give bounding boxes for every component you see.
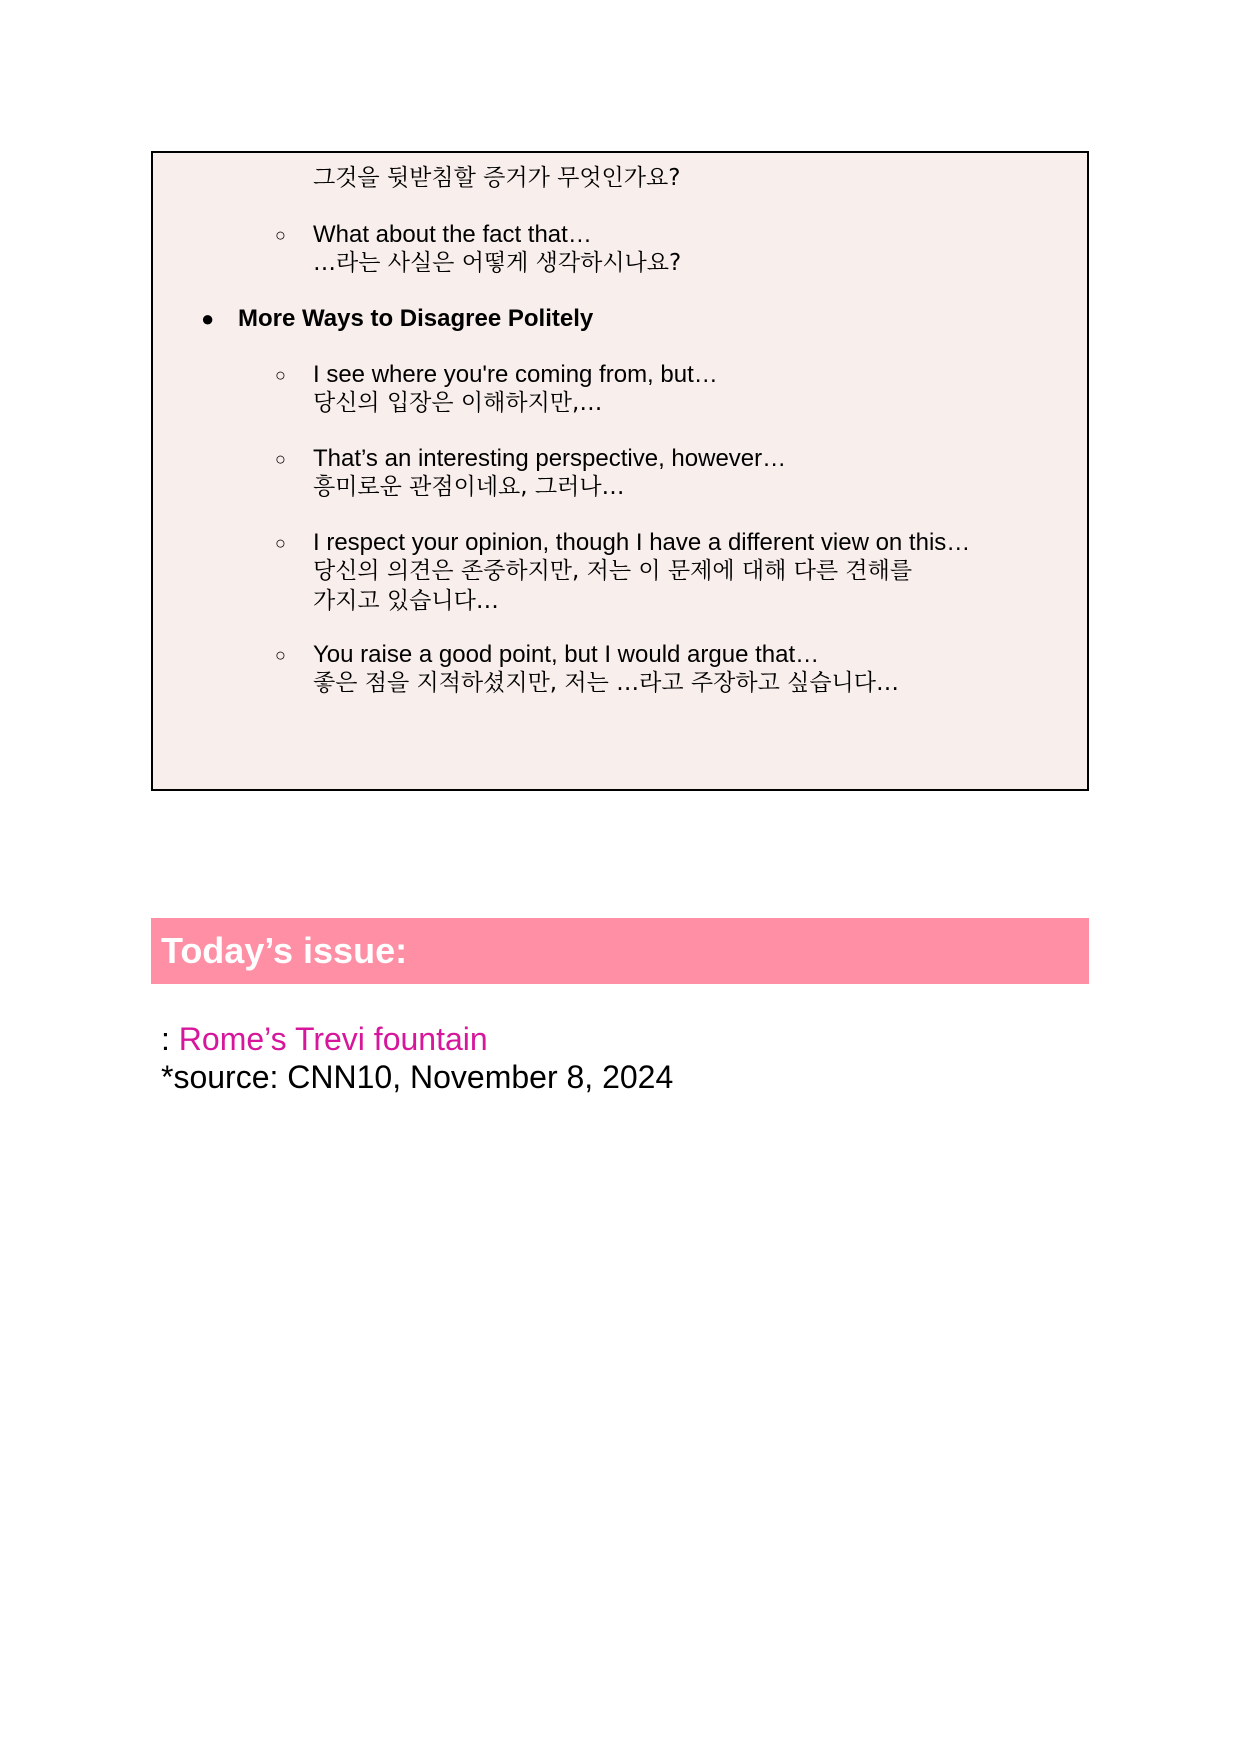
phrase-korean: 당신의 입장은 이해하지만,…	[313, 390, 603, 416]
bullet-dot-icon: ●	[201, 306, 215, 331]
bullet-circle-icon: ○	[275, 449, 286, 469]
topic-prefix: :	[161, 1021, 179, 1057]
phrase-korean: …라는 사실은 어떻게 생각하시나요?	[313, 250, 682, 276]
evidence-question-korean: 그것을 뒷받침할 증거가 무엇인가요?	[313, 165, 681, 191]
phrase-english: What about the fact that…	[313, 221, 592, 248]
phrase-english: I see where you're coming from, but…	[313, 361, 718, 388]
phrase-korean: 좋은 점을 지적하셨지만, 저는 …라고 주장하고 싶습니다…	[313, 670, 899, 696]
phrase-english: That’s an interesting perspective, however…	[313, 445, 787, 472]
issue-title: Today’s issue:	[161, 930, 408, 971]
issue-header-bar	[151, 918, 1089, 984]
phrase-korean: 당신의 의견은 존중하지만, 저는 이 문제에 대해 다른 견해를	[313, 558, 913, 584]
source-credit: *source: CNN10, November 8, 2024	[161, 1059, 674, 1095]
phrase-english: You raise a good point, but I would argue that…	[313, 641, 820, 668]
topic-line	[161, 1020, 488, 1058]
bullet-circle-icon: ○	[275, 533, 286, 553]
phrase-box	[151, 151, 1089, 791]
bullet-circle-icon: ○	[275, 365, 286, 385]
phrase-korean: 흥미로운 관점이네요, 그러나…	[313, 474, 625, 500]
phrase-english: I respect your opinion, though I have a different view on this…	[313, 529, 971, 556]
topic-link[interactable]: Rome’s Trevi fountain	[178, 1021, 488, 1057]
phrase-korean-continued: 가지고 있습니다…	[313, 588, 499, 614]
bullet-circle-icon: ○	[275, 645, 286, 665]
bullet-circle-icon: ○	[275, 225, 286, 245]
section-heading: More Ways to Disagree Politely	[238, 305, 594, 332]
